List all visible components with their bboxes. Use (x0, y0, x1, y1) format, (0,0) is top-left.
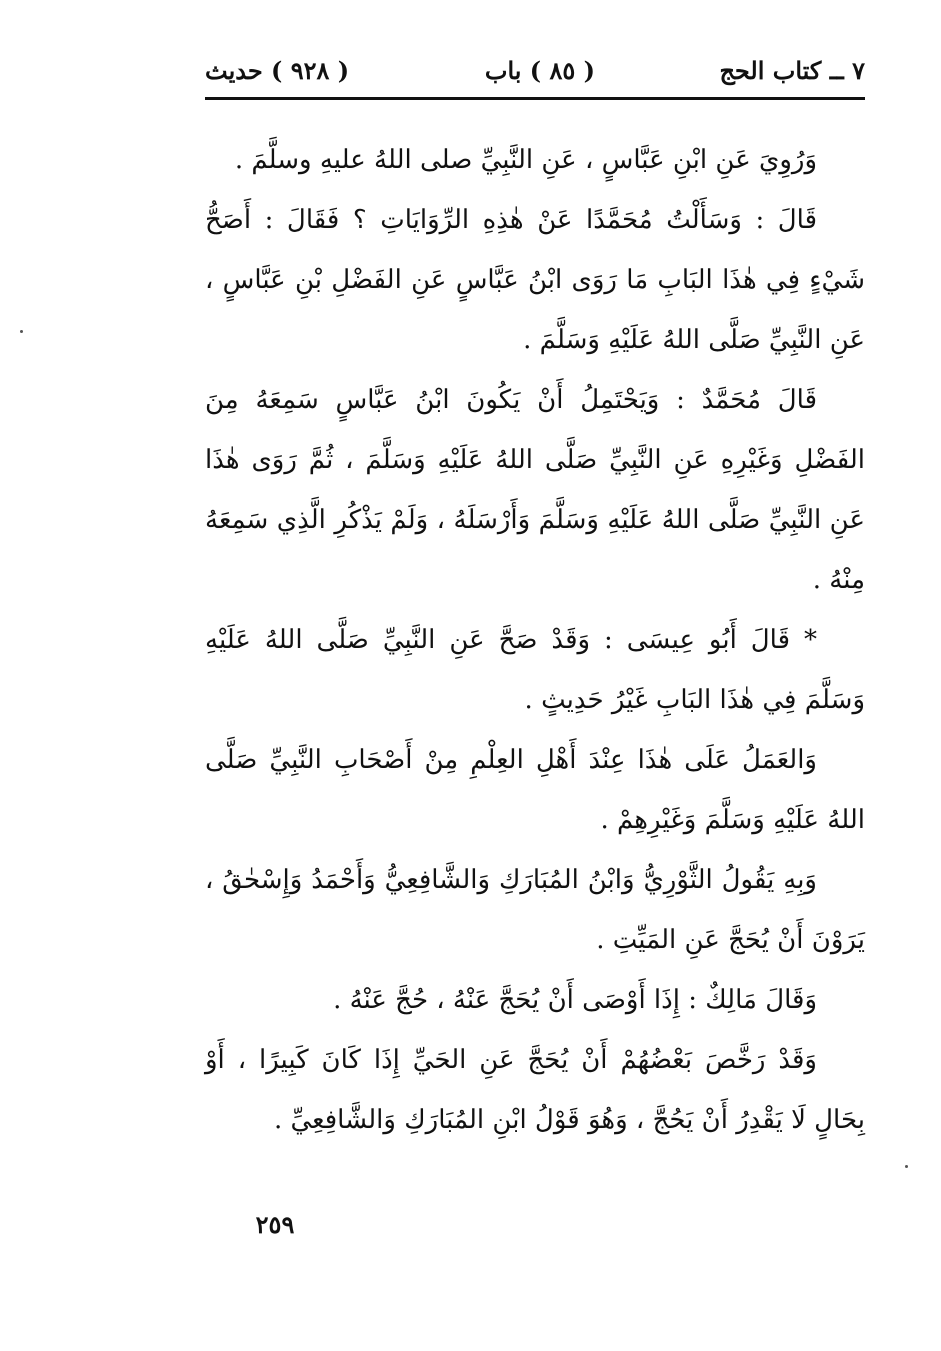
paragraph-3: قَالَ مُحَمَّدٌ : وَيَحْتَمِلُ أَنْ يَكُونَ ابْنُ عَبَّاسٍ سَمِعَهُ مِنَ الفَضْلِ وَغَيْرِهِ عَنِ النَّبِيِّ صَلَّى اللهُ عَلَيْهِ وَسَلَّمَ ، ثُمَّ رَوَى هٰذَا عَنِ النَّبِيِّ صَلَّى اللهُ عَلَيْهِ وَسَلَّمَ وَأَرْسَلَهُ ، وَلَمْ يَذْكُرِ الَّذِي سَمِعَهُ مِنْهُ . (205, 385, 865, 595)
paragraph-2: قَالَ : وَسَأَلْتُ مُحَمَّدًا عَنْ هٰذِهِ الرِّوَايَاتِ ؟ فَقَالَ : أَصَحُّ شَيْءٍ فِي هٰذَا البَابِ مَا رَوَى ابْنُ عَبَّاسٍ عَنِ الفَضْلِ بْنِ عَبَّاسٍ ، عَنِ النَّبِيِّ صَلَّى اللهُ عَلَيْهِ وَسَلَّمَ . (205, 205, 865, 355)
paragraph-5: وَالعَمَلُ عَلَى هٰذَا عِنْدَ أَهْلِ العِلْمِ مِنْ أَصْحَابِ النَّبِيِّ صَلَّى اللهُ عَلَيْهِ وَسَلَّمَ وَغَيْرِهِمْ . (205, 745, 865, 835)
running-header (205, 56, 865, 96)
paragraph-1: وَرُوِيَ عَنِ ابْنِ عَبَّاسٍ ، عَنِ النَّبِيِّ صلى اللهُ عليهِ وسلَّمَ . (234, 145, 817, 175)
scan-speck (905, 1165, 908, 1168)
page-body (205, 130, 865, 1150)
hadith-number: ( ٩٢٨ ) حديث (205, 56, 350, 85)
scan-speck (20, 330, 23, 333)
section-number: ( ٨٥ ) باب (484, 56, 595, 85)
chapter-title: ٧ ــ كتاب الحج (719, 56, 865, 85)
paragraph-6: وَبِهِ يَقُولُ الثَّوْرِيُّ وَابْنُ المُبَارَكِ وَالشَّافِعِيُّ وَأَحْمَدُ وَإِسْحٰقُ ، يَرَوْنَ أَنْ يُحَجَّ عَنِ المَيِّتِ . (205, 865, 865, 955)
page-number: ٢٥٩ (255, 1210, 295, 1239)
header-rule (205, 97, 865, 100)
paragraph-7: وَقَالَ مَالِكٌ : إِذَا أَوْصَى أَنْ يُحَجَّ عَنْهُ ، حُجَّ عَنْهُ . (333, 985, 817, 1015)
paragraph-4: * قَالَ أَبُو عِيسَى : وَقَدْ صَحَّ عَنِ النَّبِيِّ صَلَّى اللهُ عَلَيْهِ وَسَلَّمَ فِي هٰذَا البَابِ غَيْرُ حَدِيثٍ . (205, 625, 865, 715)
paragraph-8: وَقَدْ رَخَّصَ بَعْضُهُمْ أَنْ يُحَجَّ عَنِ الحَيِّ إِذَا كَانَ كَبِيرًا ، أَوْ بِحَالٍ لَا يَقْدِرُ أَنْ يَحُجَّ ، وَهُوَ قَوْلُ ابْنِ المُبَارَكِ وَالشَّافِعِيِّ . (205, 1045, 865, 1135)
